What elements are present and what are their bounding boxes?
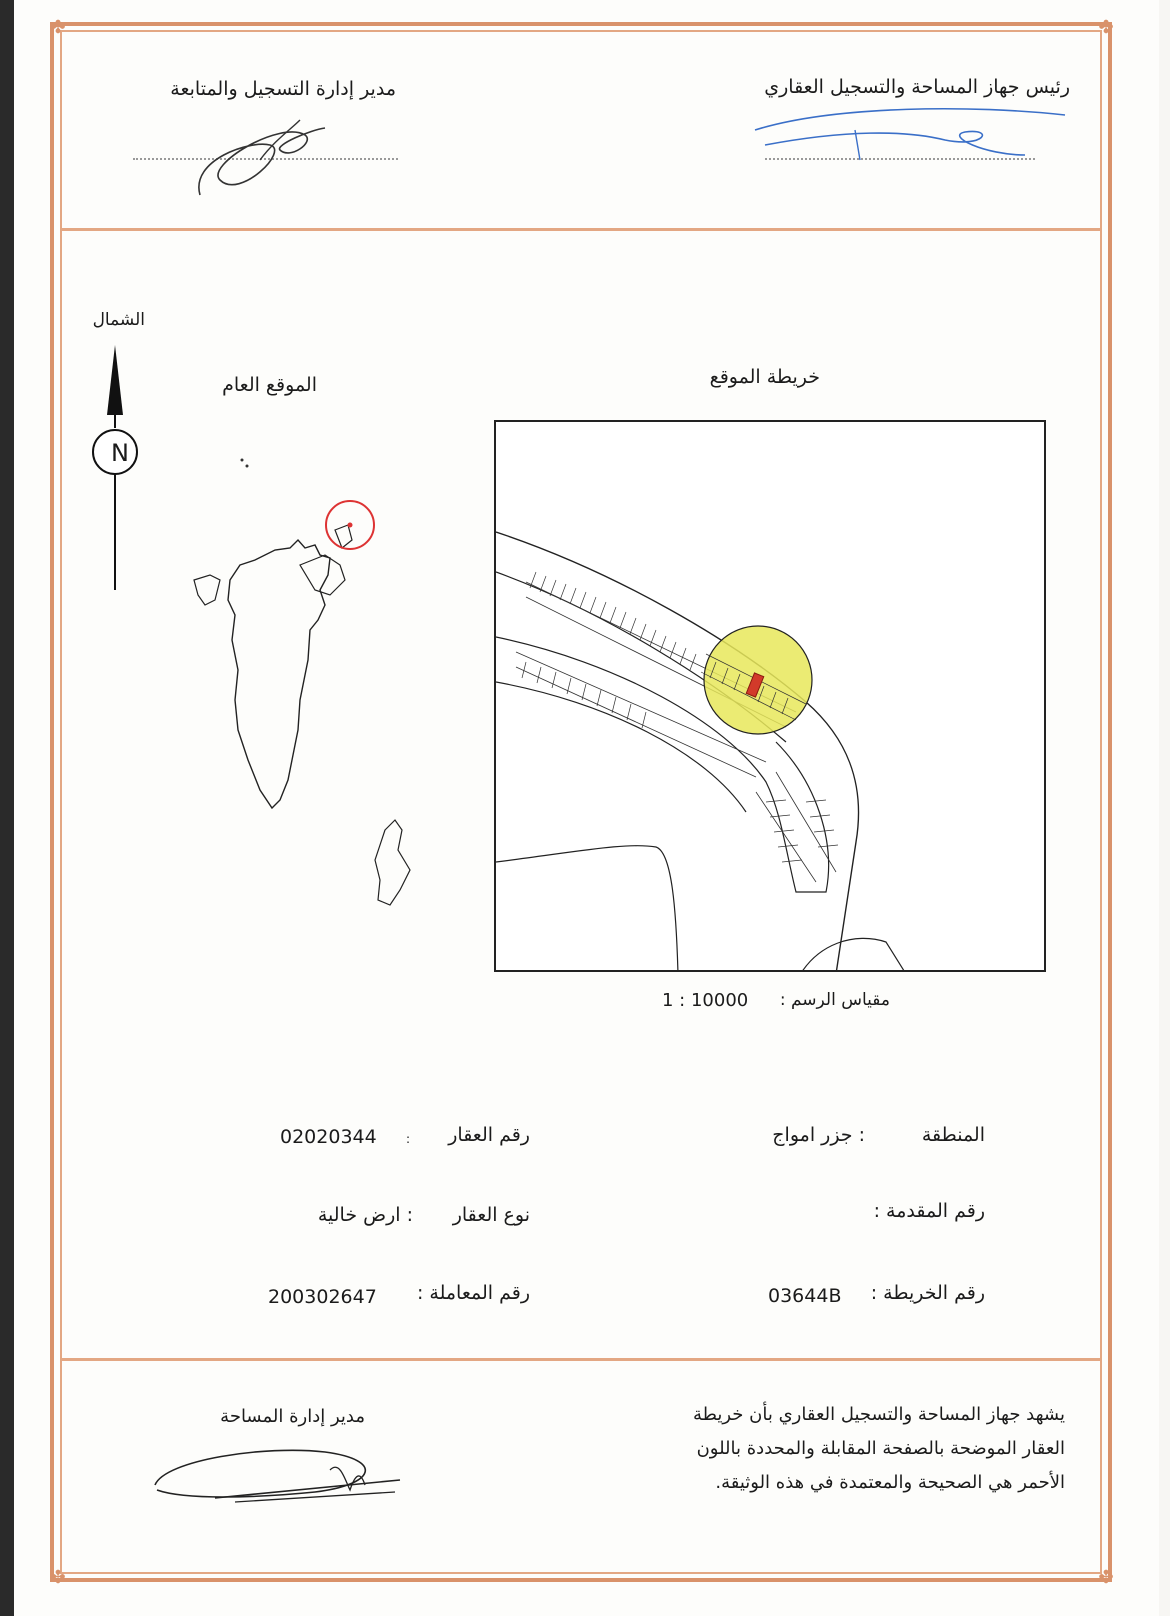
- footer-divider: [62, 1358, 1100, 1361]
- corner-ornament-icon: ✤: [50, 17, 66, 38]
- property-type-value: : ارض خالية: [317, 1204, 413, 1226]
- general-location-title: الموقع العام: [222, 374, 317, 396]
- signature-survey-manager: [145, 1430, 415, 1510]
- property-number-label: رقم العقار: [448, 1124, 530, 1146]
- property-number-value: 02020344: [280, 1126, 377, 1148]
- signature-registration-manager: [180, 100, 340, 210]
- header-divider: [62, 228, 1100, 231]
- scan-edge: [0, 0, 14, 1616]
- corner-ornament-icon: ✤: [50, 1567, 66, 1588]
- region-value: : جزر امواج: [772, 1124, 865, 1146]
- certification-line-2: العقار الموضحة بالصفحة المقابلة والمحددة باللون: [696, 1438, 1065, 1459]
- map-number-value: 03644B: [768, 1285, 842, 1307]
- property-number-separator: :: [405, 1132, 410, 1146]
- scale-label: مقياس الرسم :: [779, 990, 890, 1010]
- north-letter: N: [111, 439, 129, 467]
- region-label: المنطقة: [921, 1124, 985, 1146]
- intro-number-label: رقم المقدمة :: [873, 1200, 985, 1222]
- site-map-title: خريطة الموقع: [709, 366, 820, 388]
- north-arrow-icon: [85, 340, 145, 600]
- signature-survey-head: [745, 100, 1075, 170]
- north-label: الشمال: [92, 310, 145, 330]
- site-map: [496, 422, 1046, 972]
- bahrain-overview-map: [180, 430, 440, 950]
- header-right-title: رئيس جهاز المساحة والتسجيل العقاري: [764, 76, 1070, 98]
- certification-line-3: الأحمر هي الصحيحة والمعتمدة في هذه الوثيقة.: [715, 1472, 1065, 1493]
- corner-ornament-icon: ✤: [1098, 17, 1114, 38]
- survey-manager-title: مدير إدارة المساحة: [220, 1406, 365, 1427]
- header-left-title: مدير إدارة التسجيل والمتابعة: [170, 78, 396, 100]
- scale-value: 1 : 10000: [662, 990, 749, 1011]
- map-number-label: رقم الخريطة :: [870, 1282, 985, 1304]
- transaction-number-label: رقم المعاملة :: [416, 1282, 530, 1304]
- certification-line-1: يشهد جهاز المساحة والتسجيل العقاري بأن خريطة: [692, 1404, 1065, 1425]
- transaction-number-value: 200302647: [268, 1286, 377, 1308]
- property-type-label: نوع العقار: [452, 1204, 530, 1226]
- corner-ornament-icon: ✤: [1098, 1567, 1114, 1588]
- site-map-frame: [494, 420, 1046, 972]
